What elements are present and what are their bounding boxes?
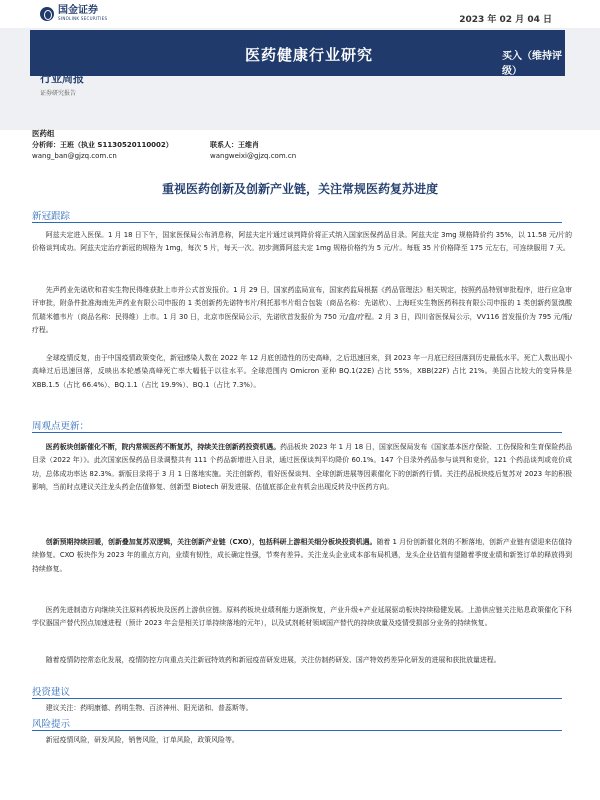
paragraph-lead: 创新预期持续回暖，创新叠加复苏双逻辑，关注创新产业链（CXO），包括科研上游相关细分板块投资机遇。 xyxy=(45,538,377,546)
section-heading-investment: 投资建议 xyxy=(32,687,71,698)
section-heading-covid: 新冠跟踪 xyxy=(32,211,71,222)
report-date: 2023 年 02 月 04 日 xyxy=(459,15,552,25)
paragraph-azvudine: 阿兹夫定进入医保。1 月 18 日下午，国家医保局公布消息称，阿兹夫定片通过谈判降价将正式纳入国家医保药品目录。阿兹夫定 3mg 规格降价约 35%，以 11.58 元/片的价格谈判成功。阿兹夫定治疗新冠的规格为 1mg，每次 5 片，每天一次。初步测算阿兹夫定 1mg 规格价格约为 5 元/片。每瓶 35 片价格降至 175 元左右，可连续服用 7 天。 xyxy=(32,231,572,253)
paragraph-cxo xyxy=(32,536,572,576)
paragraph-recommendation: 建议关注：药明康德、药明生物、百济神州、阳光诺和、普蕊斯等。 xyxy=(45,704,253,712)
section-divider xyxy=(32,222,562,223)
paragraph-prevention: 随着疫情防控常态化发展，疫情防控方向重点关注新冠特效药和新冠疫苗研发进展，关注仿制药研发、国产特效药差异化研发的进展和获批放量进程。 xyxy=(45,656,501,664)
paragraph-body: 随着 1 月份创新催化剂的不断落地，创新产业链有望迎来估值持续修复。CXO 板块作为 2023 年的重点方向，业绩有韧性，成长确定性强，节奏有差异。关注龙头企业成本部布局机遇，龙头企业估值有望随着季度业绩和新签订单的释放得到持续修复。 xyxy=(32,538,572,573)
rating-badge: 买入（维持评级） xyxy=(502,51,562,77)
title-bar xyxy=(30,30,565,76)
team-name: 医药组 xyxy=(32,129,55,138)
paragraph-new-drugs: 先声药业先诺欣和君实生物民得维获批上市并公式首发报价。1 月 29 日，国家药监局宣布，国家药监局根据《药品管理法》相关规定，按照药品特别审批程序，进行应急审评审批，附条件批准海南先声药业有限公司申报的 1 类创新药先诺特韦片/利托那韦片组合包装（商品名称：先诺欣）、上海旺实生物医药科技有限公司申报的 1 类创新药氢溴酸氘瑞米德韦片（商品名称：民得维）上市。1 月 30 日，北京市医保局公示，先诺欣首发报价为 750 元/盒/疗程。2 月 3 日，四川省医保局公示，VV116 首发报价为 795 元/瓶/疗程。 xyxy=(32,286,572,335)
logo-icon xyxy=(40,7,54,21)
paragraph-global-epidemic: 全球疫情反复，由于中国疫情政策变化，新冠感染人数在 2022 年 12 月底创造性的历史高峰，之后迅速回来，到 2023 年一月底已经回落到历史最低水平。死亡人数出现小高峰过后迅速回落，反映出本轮感染高峰死亡率大幅低于以往水平。全球范围内 Omicron 亚种 BQ.1(22E) 占比 55%，XBB(22F) 占比 21%。美国占比较大的变异株是 XBB.1.5（占比 66.4%）、BQ.1.1（占比 19.9%）、BQ.1（占比 7.3%）。 xyxy=(32,354,572,389)
contact-email[interactable]: wangweixi@gjzq.com.cn xyxy=(210,152,297,160)
analyst-line xyxy=(32,140,173,150)
report-subtype: 证券研究报告 xyxy=(40,90,77,97)
analyst-label: 分析师： xyxy=(32,141,60,149)
section-heading-risk: 风险提示 xyxy=(32,719,71,730)
analyst-email[interactable]: wang_ban@gjzq.com.cn xyxy=(32,152,117,160)
section-divider xyxy=(32,730,562,731)
brand-logo xyxy=(40,6,107,21)
main-headline: 重视医药创新及创新产业链，关注常规医药复苏进度 xyxy=(161,182,438,196)
paragraph-lead: 医药板块创新催化不断，院内常规医药不断复苏，持续关注创新药投资机遇。 xyxy=(45,443,281,451)
section-divider xyxy=(32,698,562,699)
logo-subtext: SINOLINK SECURITIES xyxy=(58,16,108,21)
contact-line xyxy=(210,140,259,150)
section-heading-weekly: 周观点更新： xyxy=(32,421,90,432)
analyst-name: 王班（执业 S1130520110002） xyxy=(60,141,173,149)
paragraph-manufacturing: 医药先进制造方向继续关注原料药板块及医药上游供应链。原料药板块业绩利能力逐渐恢复，产业升级+产业延展驱动板块持续稳健发展。上游供应链关注贴息政策催化下科学仪器国产替代拐点加速进程（预计 2023 年会是相关订单持续落地的元年），以及试剂耗材领域国产替代的持续放量及疫情受损部分业务的持续恢复。 xyxy=(32,606,572,628)
logo-text: 国金证券 xyxy=(58,5,98,16)
paragraph-body: 药品板块 2023 年 1 月 18 日，国家医保局发布《国家基本医疗保险、工伤保险和生育保险药品目录（2022 年）》。此次国家医保药品目录调整共有 111 个药品新增进入目录，通过医保谈判平均降价 60.1%。147 个目录外药品参与谈判和竞价，121 个药品谈判或竞价成功，总体成功率达 82.3%。新版目录将于 3 月 1 日落地实施。关注创新药，看好医保谈判、全球创新进展等因素催化下的创新药行情。关注药品板块疫后复苏对 2023 年的积极影响，当前时点建议关注龙头药企估值修复、创新型 Biotech 研发进展、估值底部企业有机会出现反转及中医药方向。 xyxy=(32,443,573,492)
paragraph-innovation xyxy=(32,441,572,495)
report-title: 医药健康行业研究 xyxy=(245,46,374,64)
contact-label: 联系人： xyxy=(210,141,238,149)
report-type: 行业周报 xyxy=(40,72,84,85)
paragraph-risks: 新冠疫情风险，研发风险，销售风险，订单风险，政策风险等。 xyxy=(45,736,239,744)
section-divider xyxy=(32,432,562,433)
contact-name: 王维肖 xyxy=(238,141,259,149)
